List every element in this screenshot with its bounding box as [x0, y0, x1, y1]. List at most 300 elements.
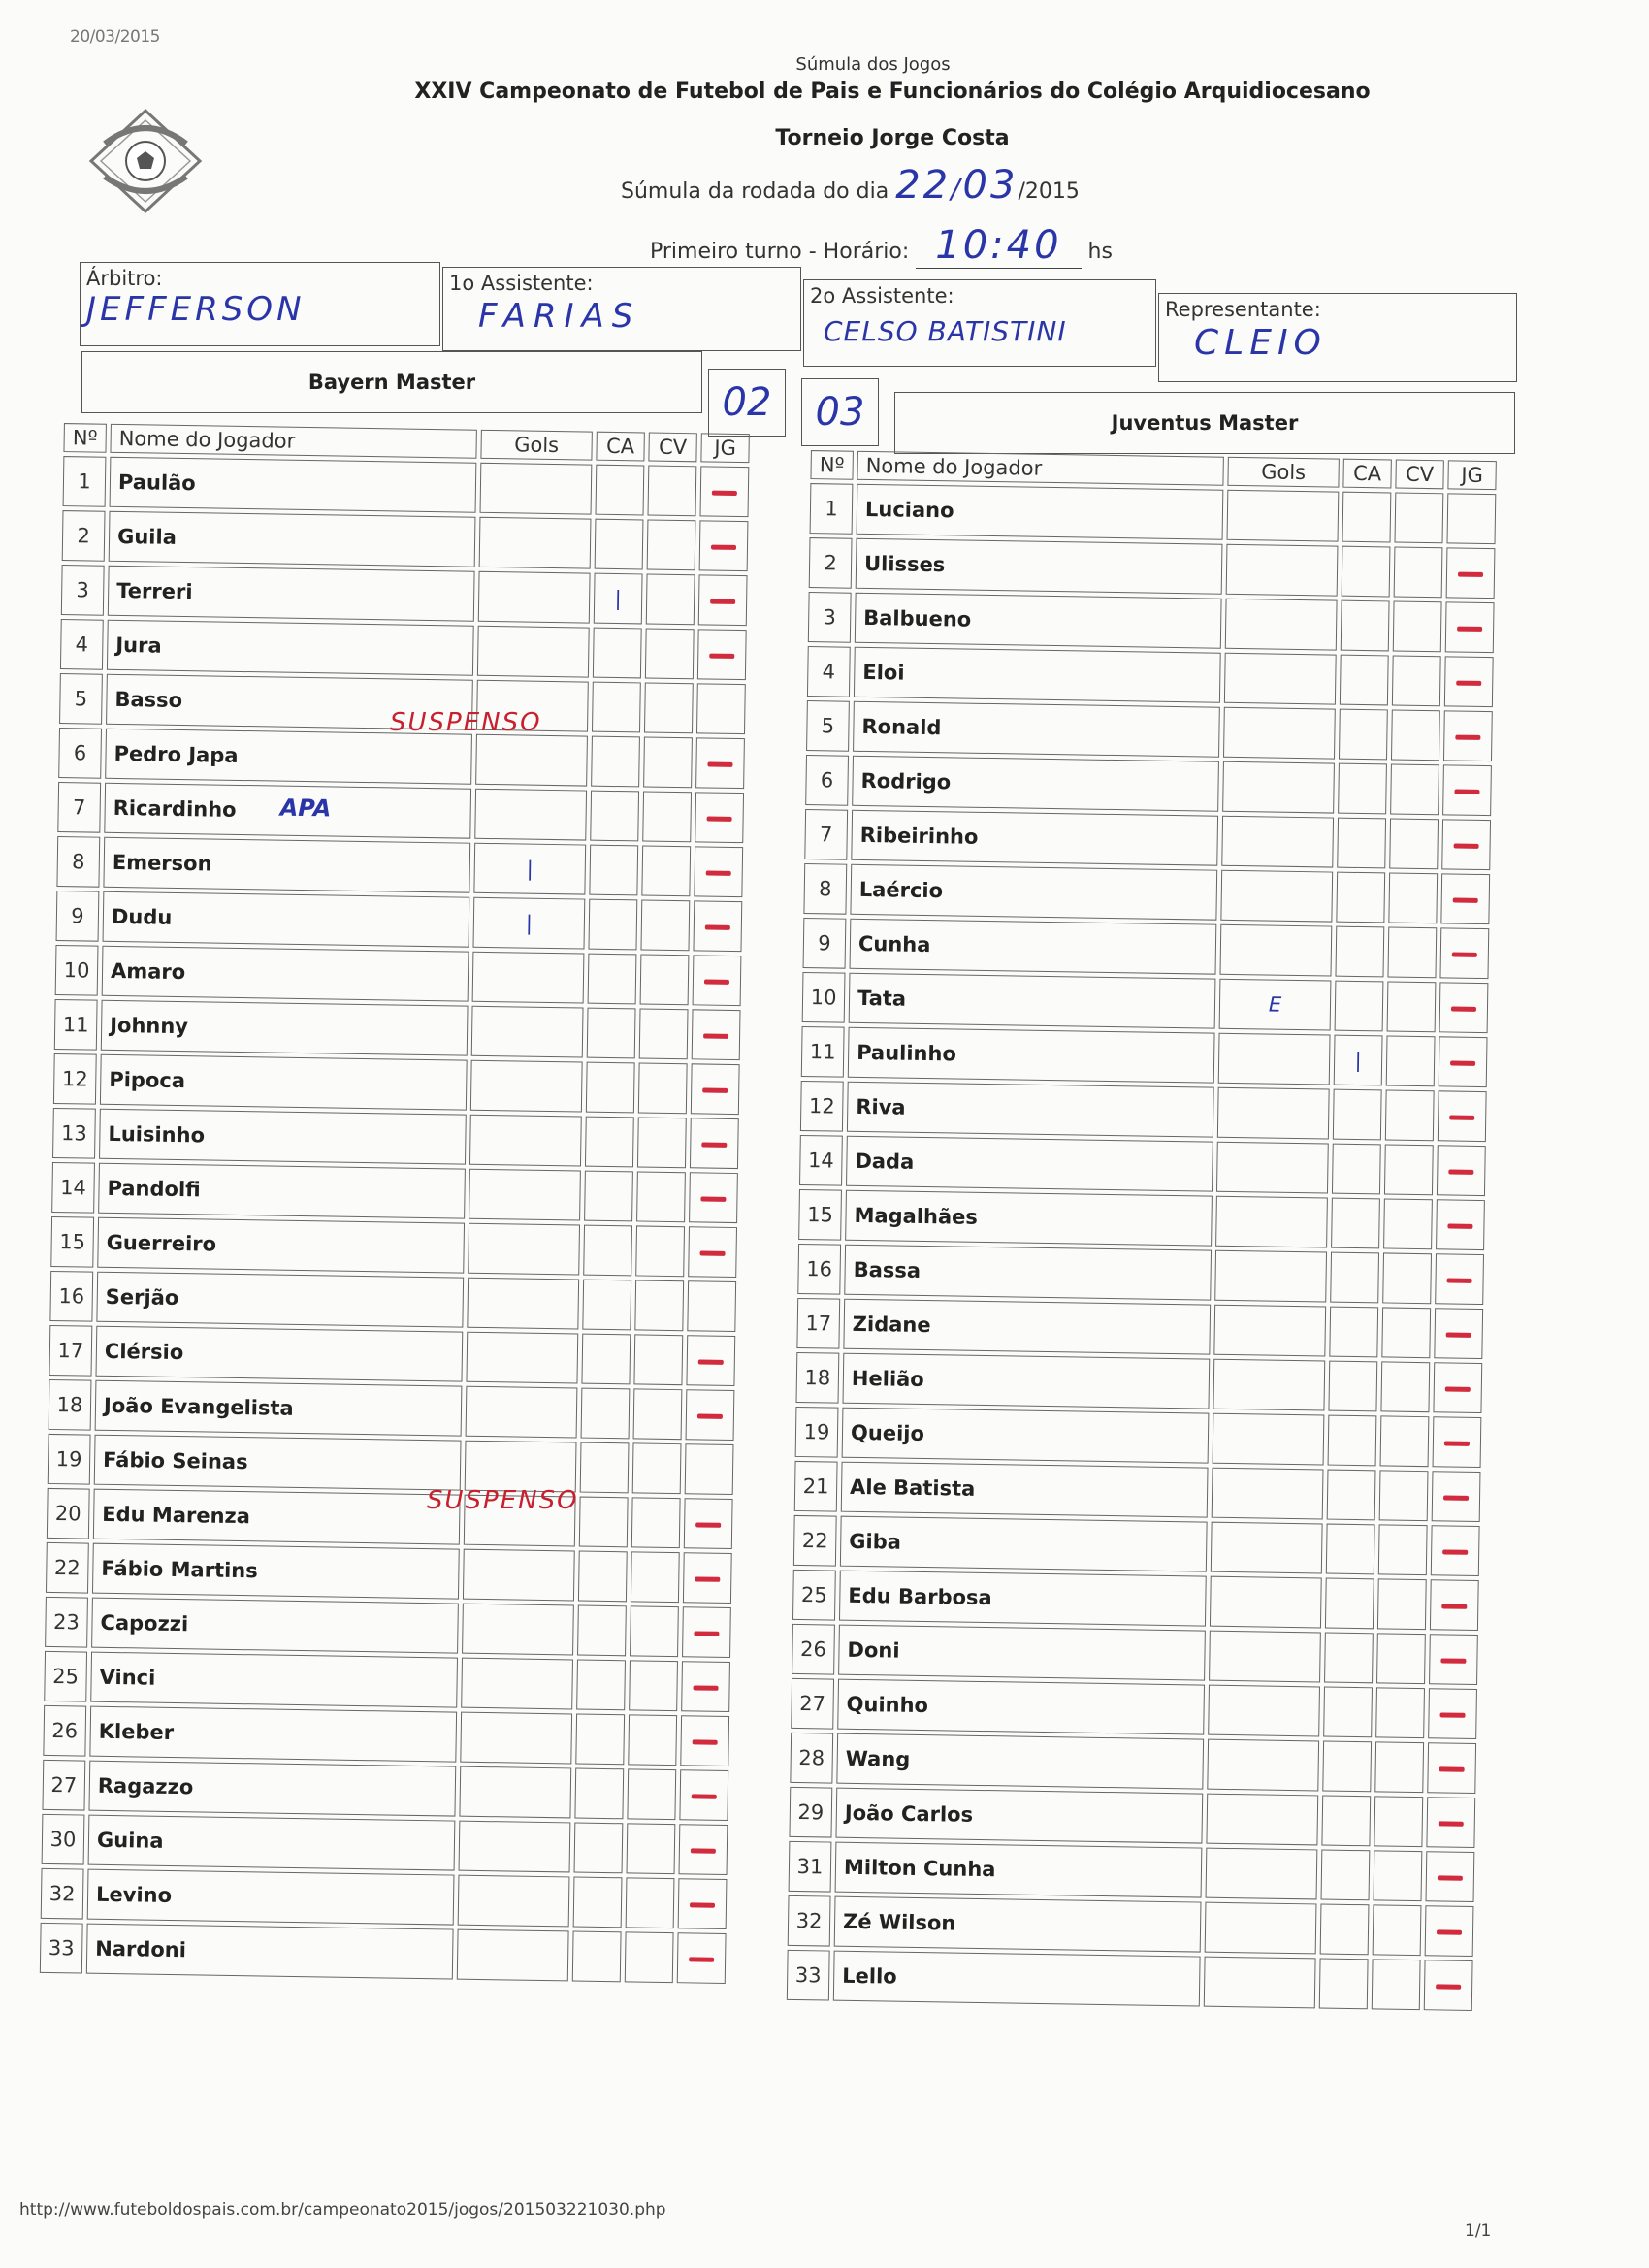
played-cell: [681, 1661, 730, 1712]
goals-cell: [1210, 1576, 1322, 1629]
rodada-day: 22: [895, 163, 952, 208]
played-mark: [1439, 1766, 1465, 1771]
player-number: 19: [795, 1407, 839, 1458]
goals-cell: [458, 1875, 570, 1928]
played-mark: [1439, 1821, 1464, 1826]
goals-cell: [466, 1332, 578, 1384]
red-card-cell: [1385, 1089, 1435, 1141]
red-card-cell: [627, 1768, 676, 1820]
player-name: Tata: [849, 973, 1216, 1029]
yellow-card-cell: [577, 1605, 627, 1657]
player-number: 12: [53, 1053, 97, 1105]
played-mark: [711, 544, 736, 549]
player-name: Magalhães: [845, 1190, 1212, 1247]
table-row: [799, 1135, 1486, 1196]
played-mark: [1456, 680, 1481, 685]
yellow-card-cell: [1322, 1741, 1372, 1793]
col-ca: CA: [596, 432, 644, 462]
player-number: 7: [57, 782, 101, 833]
player-name: Terreri: [108, 566, 475, 622]
table-row: [51, 1162, 738, 1223]
red-card-cell: [639, 1008, 689, 1059]
yellow-card-cell: [1320, 1904, 1370, 1956]
table-row: [802, 972, 1489, 1033]
red-card-cell: [1384, 1144, 1434, 1195]
player-number: 29: [789, 1787, 832, 1838]
played-cell: [691, 1063, 740, 1115]
played-mark: [1451, 1006, 1476, 1011]
player-number: 21: [794, 1461, 838, 1512]
red-card-cell: [1391, 710, 1440, 761]
player-name: Johnny: [101, 1000, 469, 1056]
player-name: Cunha: [850, 919, 1217, 975]
goals-cell: [475, 734, 588, 787]
player-name: Luciano: [857, 484, 1224, 540]
yellow-card-cell: [1342, 546, 1391, 598]
goals-cell: [463, 1549, 575, 1602]
red-card-cell: [1380, 1361, 1430, 1412]
player-number: 7: [804, 809, 848, 860]
red-card-cell: [641, 845, 691, 896]
goals-cell: [1218, 1033, 1331, 1085]
col-ca: CA: [1342, 459, 1391, 489]
played-mark: [1454, 843, 1479, 848]
player-name: Milton Cunha: [835, 1842, 1203, 1898]
goals-cell: [474, 789, 587, 841]
representative-label: Representante:: [1165, 298, 1321, 321]
player-number: 27: [42, 1760, 85, 1811]
player-number: 6: [58, 728, 102, 779]
played-mark: [1444, 1441, 1470, 1445]
col-jg: JG: [1447, 460, 1496, 490]
table-row: [804, 809, 1491, 870]
player-number: 17: [796, 1298, 840, 1349]
played-cell: [690, 1118, 739, 1169]
red-card-cell: [627, 1823, 676, 1874]
table-row: [791, 1678, 1477, 1739]
goals-cell: [1209, 1631, 1321, 1683]
goals-cell: |: [472, 897, 585, 950]
table-row: [806, 700, 1493, 761]
played-mark: [1446, 1332, 1471, 1337]
player-number: 32: [788, 1895, 831, 1947]
red-card-cell: [1374, 1850, 1423, 1901]
played-mark: [1440, 1712, 1466, 1717]
red-card-cell: [635, 1225, 685, 1277]
played-cell: [1439, 927, 1489, 979]
player-number: 26: [792, 1624, 835, 1675]
played-cell: [1429, 1634, 1478, 1685]
table-row: [801, 1026, 1488, 1087]
red-card-cell: [634, 1280, 684, 1331]
red-card-cell: [643, 736, 693, 788]
red-card-cell: [1382, 1252, 1432, 1304]
player-number: 5: [59, 673, 103, 725]
yellow-card-cell: [573, 1877, 623, 1928]
red-card-cell: [1372, 1959, 1421, 2010]
yellow-card-cell: [1332, 1144, 1381, 1195]
played-cell: [1427, 1742, 1476, 1794]
player-number: 30: [42, 1814, 85, 1865]
played-mark: [1443, 1495, 1469, 1500]
goals-cell: [1219, 924, 1332, 977]
player-name: Basso: [106, 674, 473, 730]
player-name: Ragazzo: [88, 1761, 456, 1817]
yellow-card-cell: [1326, 1524, 1375, 1575]
yellow-card-cell: [585, 1117, 634, 1168]
played-mark: [1436, 1984, 1461, 1989]
table-row: [787, 1950, 1473, 2011]
home-score: 02: [708, 369, 786, 437]
player-name: Bassa: [844, 1245, 1212, 1301]
rodada-year: /2015: [1018, 179, 1080, 204]
yellow-card-cell: [1333, 1089, 1382, 1141]
goals-cell: [477, 626, 590, 678]
yellow-card-cell: |: [594, 573, 643, 625]
yellow-card-cell: [1342, 492, 1392, 543]
goals-cell: [459, 1766, 571, 1819]
table-row: [55, 945, 742, 1006]
played-mark: [689, 1957, 714, 1961]
played-mark: [702, 1087, 728, 1092]
table-row: [56, 836, 743, 897]
red-card-cell: [633, 1388, 683, 1440]
player-name: Luisinho: [99, 1109, 467, 1165]
yellow-card-cell: [1330, 1252, 1379, 1304]
red-card-cell: [1375, 1687, 1425, 1738]
apa-note: APA: [279, 794, 332, 823]
player-number: 33: [40, 1923, 83, 1974]
player-number: 18: [796, 1352, 840, 1404]
goals-cell: [1206, 1848, 1318, 1900]
played-mark: [695, 1576, 720, 1581]
goals-cell: |: [473, 843, 586, 895]
played-mark: [1449, 1115, 1474, 1119]
player-name: Guina: [88, 1815, 456, 1871]
table-row: [795, 1407, 1482, 1468]
table-row: [50, 1216, 737, 1278]
yellow-card-cell: [588, 899, 637, 951]
played-mark: [1447, 1223, 1472, 1228]
played-mark: [701, 1142, 727, 1147]
footer-page-number: 1/1: [1465, 2221, 1492, 2241]
played-mark: [698, 1359, 724, 1364]
away-score: 03: [801, 378, 879, 446]
player-number: 6: [805, 755, 849, 806]
goals-cell: [469, 1115, 582, 1167]
played-mark: [1457, 626, 1482, 631]
red-card-cell: [645, 629, 695, 680]
player-number: 32: [41, 1868, 84, 1920]
played-cell: [1440, 873, 1490, 924]
player-name: João Evangelista: [95, 1380, 463, 1437]
played-cell: [682, 1606, 731, 1658]
player-name: Laércio: [850, 864, 1217, 921]
away-roster-table: [783, 446, 1501, 2015]
goals-cell: [1204, 1957, 1316, 2009]
played-mark: [707, 761, 732, 766]
table-row: [44, 1651, 730, 1712]
red-card-cell: [1374, 1796, 1423, 1847]
player-name: Guerreiro: [97, 1217, 465, 1274]
yellow-card-cell: [1319, 1958, 1369, 2009]
red-card-cell: [1383, 1198, 1433, 1249]
played-mark: [1448, 1169, 1473, 1174]
red-card-cell: [1374, 1741, 1424, 1793]
goals-cell: [462, 1604, 574, 1656]
player-number: 11: [54, 999, 98, 1051]
table-row: [789, 1841, 1475, 1902]
yellow-card-cell: [1331, 1198, 1380, 1249]
yellow-card-cell: [1321, 1850, 1371, 1901]
player-number: 4: [60, 619, 104, 670]
red-card-cell: [1376, 1633, 1426, 1684]
yellow-card-cell: [582, 1280, 631, 1331]
player-number: 14: [799, 1135, 843, 1186]
played-mark: [694, 1685, 719, 1690]
table-row: [60, 619, 747, 680]
red-card-cell: [1393, 601, 1442, 653]
played-cell: [1426, 1851, 1475, 1902]
yellow-card-cell: [1328, 1361, 1377, 1412]
yellow-card-cell: [576, 1660, 626, 1711]
arbitro-label: Árbitro:: [86, 267, 163, 290]
col-name: Nome do Jogador: [110, 424, 476, 459]
player-name: Giba: [840, 1516, 1208, 1572]
yellow-card-cell: [589, 845, 638, 896]
print-date: 20/03/2015: [70, 27, 160, 47]
league-logo-icon: [85, 105, 207, 216]
played-mark: [709, 653, 734, 658]
table-row: [62, 510, 749, 571]
player-number: 10: [55, 945, 99, 996]
played-mark: [691, 1848, 716, 1853]
player-number: 3: [61, 565, 105, 616]
red-card-cell: [631, 1497, 681, 1548]
player-number: 14: [51, 1162, 95, 1214]
rodada-month: 03: [962, 163, 1018, 208]
player-name: Dada: [846, 1136, 1213, 1192]
player-number: 1: [810, 483, 854, 535]
col-num: Nº: [810, 450, 853, 480]
goals-cell: [1212, 1359, 1325, 1411]
goals-cell: [1206, 1794, 1318, 1846]
played-mark: [692, 1794, 717, 1798]
red-card-cell: [1381, 1307, 1431, 1358]
player-name: Edu Barbosa: [839, 1571, 1207, 1627]
table-row: [810, 483, 1497, 544]
goals-cell: [479, 517, 592, 569]
table-row: [42, 1760, 728, 1821]
played-cell: [687, 1280, 736, 1332]
player-name: Paulinho: [848, 1027, 1215, 1084]
player-number: 25: [792, 1570, 836, 1621]
yellow-card-cell: [1335, 926, 1384, 978]
table-row: [45, 1597, 731, 1658]
player-name: Fábio Martins: [92, 1543, 460, 1600]
table-row: [800, 1081, 1487, 1142]
yellow-card-cell: [578, 1551, 628, 1603]
table-row: [53, 1053, 740, 1115]
yellow-card-cell: [592, 682, 641, 733]
red-card-cell: [1380, 1415, 1430, 1467]
player-name: João Carlos: [835, 1788, 1203, 1844]
goals-cell: [467, 1278, 579, 1330]
played-cell: [1432, 1471, 1481, 1522]
played-cell: [696, 683, 746, 734]
player-name: Emerson: [103, 837, 470, 893]
table-row: [42, 1814, 728, 1875]
player-name: Clérsio: [96, 1326, 464, 1382]
played-cell: [1444, 656, 1494, 707]
played-cell: [695, 792, 744, 843]
goals-cell: [469, 1169, 581, 1221]
red-card-cell: [1377, 1578, 1427, 1630]
suspenso-note-basso: SUSPENSO: [390, 708, 542, 737]
player-name: Helião: [843, 1353, 1211, 1409]
played-mark: [706, 870, 731, 875]
goals-cell: [1205, 1902, 1317, 1955]
played-cell: [1436, 1199, 1485, 1250]
goals-cell: [1225, 599, 1338, 651]
yellow-card-cell: [1338, 763, 1387, 815]
goals-cell: [1207, 1739, 1319, 1792]
player-number: 27: [791, 1678, 834, 1730]
player-number: 33: [787, 1950, 830, 2001]
player-number: 8: [803, 863, 847, 915]
player-number: 28: [790, 1733, 833, 1784]
red-card-cell: [640, 954, 690, 1005]
player-name: Jura: [107, 620, 474, 676]
table-row: [61, 565, 748, 626]
red-card-cell: [638, 1062, 688, 1114]
played-mark: [1438, 1875, 1463, 1880]
red-card-cell: [1389, 818, 1439, 869]
goals-cell: [470, 1060, 583, 1113]
red-card-cell: [642, 791, 692, 842]
red-card-cell: [647, 520, 696, 571]
played-cell: [1430, 1579, 1479, 1631]
yellow-card-cell: [1328, 1415, 1377, 1467]
turno-time: 10:40: [916, 223, 1081, 269]
player-name: Paulão: [110, 457, 477, 513]
red-card-cell: [1378, 1524, 1428, 1575]
player-name: Fábio Seinas: [94, 1435, 462, 1491]
yellow-card-cell: [1321, 1796, 1371, 1847]
played-mark: [703, 1033, 728, 1038]
player-name: Ronald: [853, 701, 1220, 758]
player-number: 15: [798, 1189, 842, 1241]
played-mark: [1458, 571, 1483, 576]
col-gols: Gols: [1227, 457, 1339, 488]
goals-cell: [457, 1929, 569, 1982]
player-name: Ale Batista: [841, 1462, 1209, 1518]
played-cell: [1434, 1308, 1483, 1359]
played-mark: [1437, 1929, 1462, 1934]
red-card-cell: [632, 1442, 682, 1494]
played-mark: [1455, 734, 1480, 739]
played-mark: [694, 1631, 719, 1636]
player-name: Kleber: [89, 1706, 457, 1763]
goals-cell: [1217, 1087, 1330, 1140]
red-card-cell: [1387, 926, 1437, 978]
player-number: 17: [49, 1325, 93, 1377]
player-name: Rodrigo: [852, 756, 1219, 812]
player-name: Capozzi: [91, 1598, 459, 1654]
tournament-title: Torneio Jorge Costa: [775, 126, 1010, 150]
yellow-card-cell: [574, 1823, 624, 1874]
player-name: Ricardinho APA: [104, 783, 471, 839]
played-cell: [679, 1824, 728, 1875]
played-cell: [1426, 1797, 1475, 1848]
yellow-card-cell: [583, 1225, 632, 1277]
col-cv: CV: [1395, 460, 1443, 490]
played-mark: [1440, 1658, 1466, 1663]
table-row: [788, 1895, 1474, 1957]
table-row: [808, 592, 1495, 653]
played-mark: [1450, 1060, 1475, 1065]
yellow-card-cell: [584, 1171, 633, 1222]
played-cell: [699, 520, 749, 571]
played-cell: [677, 1932, 727, 1984]
played-cell: [1431, 1525, 1480, 1576]
col-name: Nome do Jogador: [857, 451, 1223, 486]
table-row: [40, 1923, 727, 1984]
yellow-card-cell: [572, 1930, 622, 1982]
played-cell: [1438, 1090, 1487, 1142]
player-name: Edu Marenza: [93, 1489, 461, 1545]
yellow-card-cell: [586, 1062, 635, 1114]
played-cell: [693, 955, 742, 1006]
played-cell: [678, 1878, 728, 1929]
table-row: [56, 891, 743, 952]
yellow-card-cell: [1329, 1307, 1378, 1358]
table-row: [794, 1461, 1481, 1522]
goals-cell: [1223, 707, 1336, 760]
played-cell: [683, 1552, 732, 1604]
player-name: Nardoni: [86, 1924, 454, 1980]
red-card-cell: [630, 1605, 679, 1657]
player-name: Lello: [833, 1951, 1201, 2007]
player-number: 16: [49, 1271, 93, 1322]
red-card-cell: [636, 1171, 686, 1222]
played-cell: [1437, 1145, 1486, 1196]
played-mark: [1441, 1604, 1467, 1608]
played-cell: [686, 1389, 735, 1441]
played-cell: [1439, 982, 1489, 1033]
played-cell: [1424, 1960, 1473, 2011]
played-cell: [1446, 547, 1496, 599]
table-row: [798, 1189, 1485, 1250]
red-card-cell: [630, 1551, 680, 1603]
player-number: 10: [802, 972, 846, 1023]
red-card-cell: [1386, 1035, 1436, 1086]
representative-box: [1158, 293, 1517, 382]
goals-cell: [1211, 1522, 1323, 1574]
goals-cell: [1212, 1468, 1324, 1520]
player-number: 8: [56, 836, 100, 888]
played-cell: [693, 900, 742, 952]
played-mark: [1453, 897, 1478, 902]
yellow-card-cell: [587, 1008, 636, 1059]
table-row: [52, 1108, 739, 1169]
goals-cell: [468, 1223, 580, 1276]
table-row: [796, 1298, 1483, 1359]
arbitro-value: JEFFERSON: [86, 290, 306, 329]
player-name: Zidane: [843, 1299, 1211, 1355]
played-mark: [1442, 1549, 1468, 1554]
home-roster-table: [36, 419, 754, 1988]
